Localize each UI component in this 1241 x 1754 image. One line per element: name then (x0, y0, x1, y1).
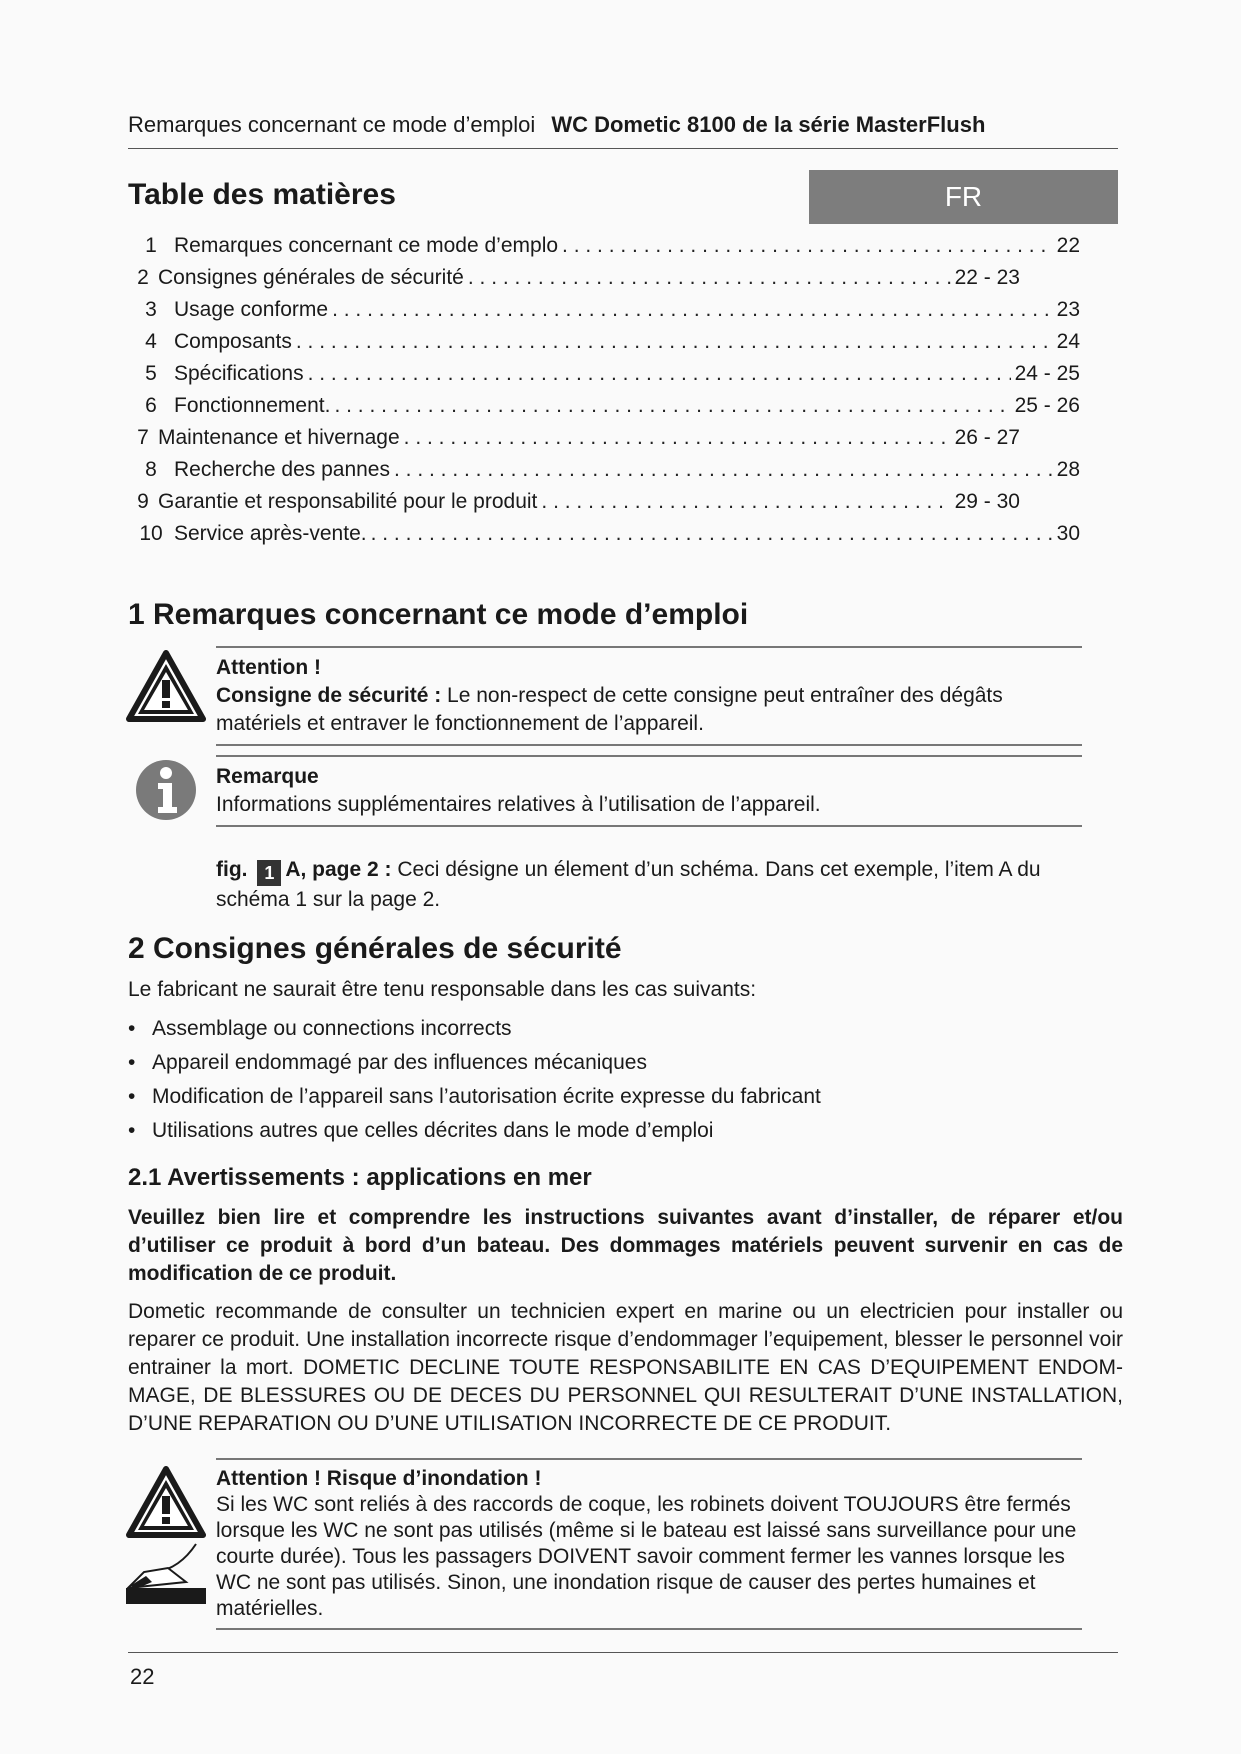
marine-warning-text: Dometic recommande de consulter un technicien expert en marine ou un electricien pour installer ou reparer ce produit. Une installation incorrecte risque d’endommager l’equipement, blesser le personnel voir entrainer la mort. DOMETIC DECLINE TOUTE RESPONSABILITE EN CAS D’EQUIPEMENT ENDOM-MAGE, DE BLESSURES OU DE DECES DU PERSONNEL QUI RESULTERAIT D’UNE INSTALLATION, D’UNE REPARATION OU D’UNE UTILISATION INCORRECTE DE CE PRODUIT. (128, 1300, 1123, 1435)
remark-text: Informations supplémentaires relatives à l’utilisation de l’appareil. (216, 793, 821, 816)
figure-number-badge: 1 (257, 860, 281, 886)
fig-text: Ceci désigne un élement d’un schéma. Dans cet exemple, l’item A du schéma 1 sur la page 2. (216, 858, 1041, 911)
figure-reference-note (216, 856, 1086, 914)
toc-leader-dots (541, 490, 950, 514)
toc-entry-title: Consignes générales de sécurité (158, 266, 464, 289)
marine-warning-bold: Veuillez bien lire et comprendre les instructions suivantes avant d’installer, de réparer et/ou d’utiliser ce produit à bord d’un bateau. Des dommages matériels peuvent survenir en cas de modification de ce produit. (128, 1206, 1123, 1285)
toc-leader-dots (371, 522, 1053, 546)
attention-notice (216, 646, 1082, 746)
toc-entry-pages: 22 - 23 (954, 266, 1020, 289)
toc-entry-title: Spécifications (174, 362, 304, 385)
toc-entry[interactable] (128, 426, 1080, 458)
table-of-contents (128, 234, 1080, 554)
attention-label: Consigne de sécurité : (216, 684, 442, 707)
warning-triangle-icon (126, 650, 206, 722)
toc-entry[interactable] (128, 458, 1080, 490)
toc-entry-number: 10 (139, 522, 163, 545)
toc-leader-dots (296, 330, 1053, 354)
toc-leader-dots (394, 458, 1053, 482)
toc-entry-pages: 23 (1056, 298, 1080, 321)
toc-entry-number: 1 (145, 234, 157, 257)
list-item: • Assemblage ou connections incorrects (128, 1012, 821, 1046)
toc-entry[interactable] (128, 522, 1080, 554)
toc-leader-dots (562, 234, 1053, 258)
toc-entry-number: 8 (145, 458, 157, 481)
toc-leader-dots (332, 298, 1053, 322)
remark-title: Remarque (216, 765, 319, 788)
toc-entry-pages: 22 (1056, 234, 1080, 257)
toc-entry-number: 2 (137, 266, 149, 289)
toc-entry-title: Service après-vente. (174, 522, 367, 545)
header-document-title: WC Dometic 8100 de la série MasterFlush (551, 112, 986, 137)
toc-entry-pages: 24 (1056, 330, 1080, 353)
footer-rule (128, 1652, 1118, 1653)
toc-entry[interactable] (128, 330, 1080, 362)
header-section: Remarques concernant ce mode d’emploi (128, 112, 536, 137)
toc-entry-number: 7 (137, 426, 149, 449)
toc-entry-pages: 24 - 25 (1014, 362, 1080, 385)
flooding-boat-icon (126, 1542, 206, 1604)
toc-entry[interactable] (128, 266, 1080, 298)
toc-entry[interactable] (128, 394, 1080, 426)
toc-entry-number: 4 (145, 330, 157, 353)
flood-risk-notice (216, 1458, 1082, 1630)
toc-entry-pages: 26 - 27 (954, 426, 1020, 449)
toc-entry-pages: 25 - 26 (1014, 394, 1080, 417)
toc-leader-dots (334, 394, 1010, 418)
fig-ref: A, page 2 : (285, 858, 392, 881)
toc-entry-title: Fonctionnement. (174, 394, 331, 417)
toc-entry[interactable] (128, 234, 1080, 266)
toc-entry-pages: 30 (1056, 522, 1080, 545)
toc-entry-title: Garantie et responsabilité pour le produit (158, 490, 538, 513)
toc-entry-number: 9 (137, 490, 149, 513)
fig-label: fig. (216, 858, 248, 881)
remark-notice (216, 755, 1082, 827)
section-2-intro: Le fabricant ne saurait être tenu responsable dans les cas suivants: (128, 978, 757, 1001)
warning-triangle-icon (126, 1466, 206, 1538)
toc-entry-title: Maintenance et hivernage (158, 426, 400, 449)
attention-title: Attention ! (216, 656, 321, 679)
toc-entry-title: Remarques concernant ce mode d’emplo (174, 234, 559, 257)
toc-entry-title: Usage conforme (174, 298, 329, 321)
toc-entry[interactable] (128, 362, 1080, 394)
toc-entry-title: Composants (174, 330, 292, 353)
toc-entry-number: 6 (145, 394, 157, 417)
toc-leader-dots (468, 266, 951, 290)
attention-text: Le non-respect de cette consigne peut entraîner des dégâts matériels et entraver le fonctionnement de l’appareil. (216, 684, 1003, 735)
toc-leader-dots (308, 362, 1011, 386)
section-2-heading: 2 Consignes générales de sécurité (128, 932, 622, 965)
toc-entry-number: 5 (145, 362, 157, 385)
subsection-2-1-heading: 2.1 Avertissements : applications en mer (128, 1164, 592, 1191)
toc-entry-pages: 28 (1056, 458, 1080, 481)
toc-entry-pages: 29 - 30 (954, 490, 1020, 513)
page-number: 22 (130, 1664, 155, 1689)
flood-text: Si les WC sont reliés à des raccords de coque, les robinets doivent TOUJOURS être fermés lorsque les WC ne sont pas utilisés (même si le bateau est laissé sans surveillance pour une courte durée). Tous les passagers DOIVENT savoir comment fermer les vannes lorsque les WC ne sont pas utilisés. Sinon, une inondation risque de causer des pertes humaines et matérielles. (216, 1493, 1077, 1620)
toc-title: Table des matières (128, 178, 396, 211)
language-tab: FR (809, 170, 1118, 224)
toc-entry[interactable] (128, 298, 1080, 330)
list-item: • Utilisations autres que celles décrites dans le mode d’emploi (128, 1114, 821, 1148)
liability-exclusions-list (128, 1012, 821, 1148)
section-1-heading: 1 Remarques concernant ce mode d’emploi (128, 598, 749, 631)
info-icon (134, 758, 198, 822)
flood-title: Attention ! Risque d’inondation ! (216, 1467, 542, 1490)
list-item: • Modification de l’appareil sans l’autorisation écrite expresse du fabricant (128, 1080, 821, 1114)
running-header (128, 112, 1118, 149)
toc-entry-number: 3 (145, 298, 157, 321)
toc-leader-dots (404, 426, 951, 450)
list-item: • Appareil endommagé par des influences mécaniques (128, 1046, 821, 1080)
toc-entry-title: Recherche des pannes (174, 458, 390, 481)
toc-entry[interactable] (128, 490, 1080, 522)
